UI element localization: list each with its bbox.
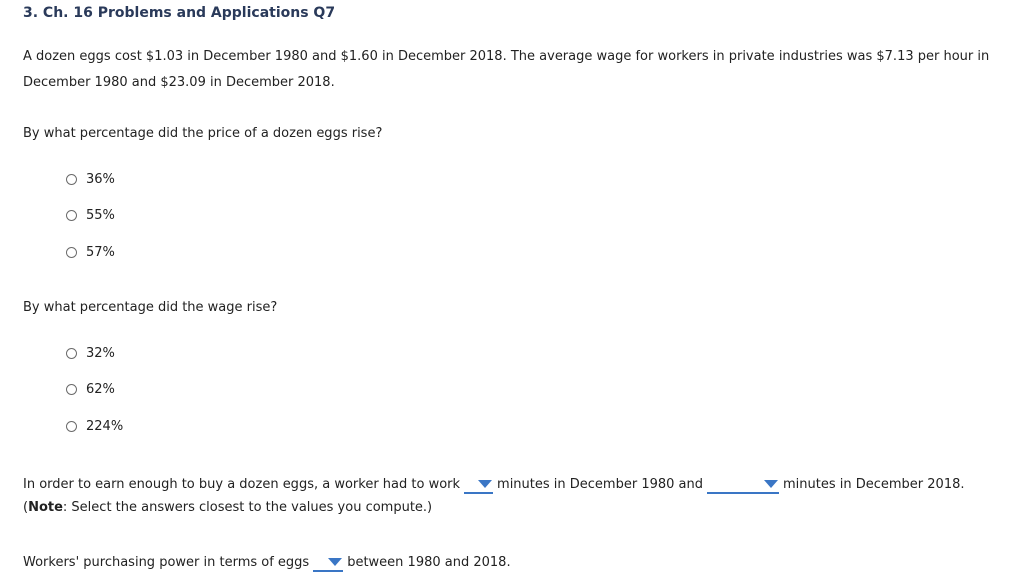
question-title: 3. Ch. 16 Problems and Applications Q7 xyxy=(23,5,336,21)
option-egg-57[interactable] xyxy=(66,244,115,260)
note-body: : Select the answers closest to the values you compute.) xyxy=(62,500,433,515)
radio-button-icon[interactable] xyxy=(66,348,77,359)
option-wage-224[interactable] xyxy=(66,418,123,434)
option-egg-36[interactable] xyxy=(66,171,115,187)
option-label: 36% xyxy=(86,171,115,187)
option-wage-62[interactable] xyxy=(66,381,115,397)
minutes-of-work-sentence xyxy=(23,472,965,492)
minutes-2018-dropdown[interactable] xyxy=(707,476,779,494)
dropdown-caret-icon[interactable] xyxy=(328,558,342,566)
sentence-text-after: minutes in December 2018. xyxy=(783,477,965,492)
sentence-text-after: between 1980 and 2018. xyxy=(347,555,511,570)
dropdown-caret-icon[interactable] xyxy=(764,480,778,488)
question-wage-prompt: By what percentage did the wage rise? xyxy=(23,300,278,315)
dropdown-caret-icon[interactable] xyxy=(478,480,492,488)
option-label: 57% xyxy=(86,244,115,260)
option-label: 62% xyxy=(86,381,115,397)
option-label: 32% xyxy=(86,345,115,361)
sentence-text-before: Workers' purchasing power in terms of eggs xyxy=(23,555,310,570)
option-label: 55% xyxy=(86,207,115,223)
radio-button-icon[interactable] xyxy=(66,247,77,258)
minutes-1980-dropdown[interactable] xyxy=(464,476,493,494)
problem-statement: A dozen eggs cost $1.03 in December 1980 and $1.60 in December 2018. The average wage for workers in private industries was $7.13 per hour in December 1980 and $23.09 in December 2018. xyxy=(23,49,990,90)
option-wage-32[interactable] xyxy=(66,345,115,361)
radio-button-icon[interactable] xyxy=(66,421,77,432)
purchasing-power-sentence xyxy=(23,550,511,570)
option-egg-55[interactable] xyxy=(66,207,115,223)
sentence-text-middle: minutes in December 1980 and xyxy=(497,477,703,492)
note-text xyxy=(23,500,432,515)
option-label: 224% xyxy=(86,418,124,434)
question-egg-price-prompt: By what percentage did the price of a dozen eggs rise? xyxy=(23,126,383,141)
purchasing-power-dropdown[interactable] xyxy=(313,554,343,572)
note-open-paren: ( xyxy=(23,500,29,515)
radio-button-icon[interactable] xyxy=(66,210,77,221)
sentence-text-before: In order to earn enough to buy a dozen eggs, a worker had to work xyxy=(23,477,461,492)
radio-button-icon[interactable] xyxy=(66,174,77,185)
note-label: Note xyxy=(28,500,63,515)
radio-button-icon[interactable] xyxy=(66,384,77,395)
